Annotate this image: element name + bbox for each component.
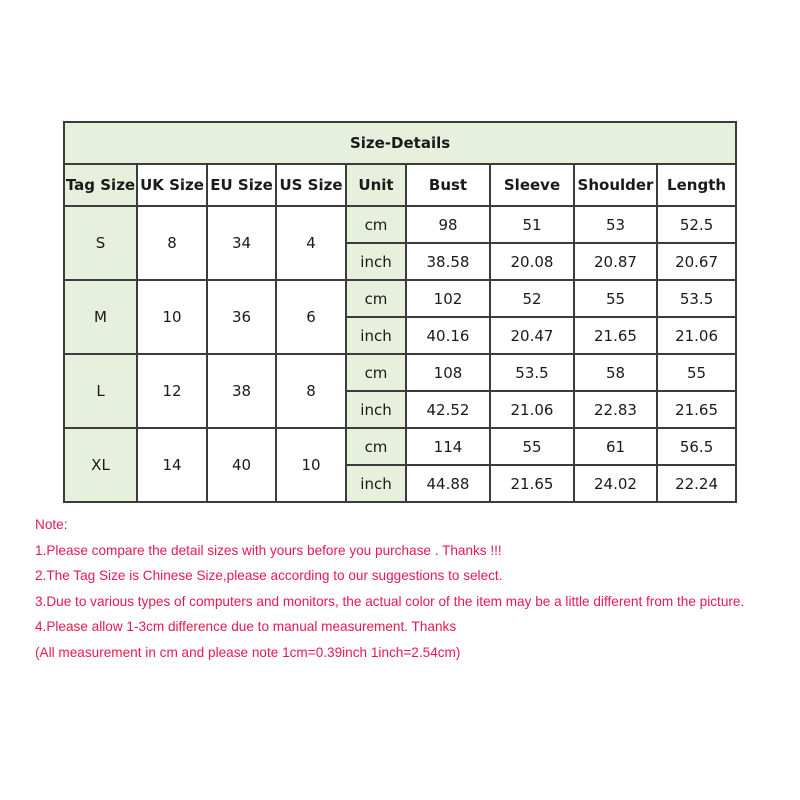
unit-cell: cm [346,280,406,317]
sleeve-cell: 20.47 [490,317,574,354]
header-eu-size: EU Size [207,164,276,206]
us-size-cell: 4 [276,206,346,280]
length-cell: 52.5 [657,206,736,243]
table-row [64,280,736,317]
unit-cell: cm [346,428,406,465]
eu-size-cell: 40 [207,428,276,502]
note-line-5: (All measurement in cm and please note 1cm=0.39inch 1inch=2.54cm) [35,644,461,660]
size-details-table [63,121,737,503]
tag-size-cell: M [64,280,137,354]
sleeve-cell: 21.65 [490,465,574,502]
shoulder-cell: 58 [574,354,657,391]
note-line-3: 3.Due to various types of computers and monitors, the actual color of the item may be a little different from the picture. [35,593,745,609]
length-cell: 56.5 [657,428,736,465]
header-bust: Bust [406,164,490,206]
us-size-cell: 6 [276,280,346,354]
note-heading: Note: [35,517,68,532]
shoulder-cell: 55 [574,280,657,317]
eu-size-cell: 38 [207,354,276,428]
bust-cell: 40.16 [406,317,490,354]
note-line-2: 2.The Tag Size is Chinese Size,please according to our suggestions to select. [35,568,503,584]
shoulder-cell: 21.65 [574,317,657,354]
bust-cell: 98 [406,206,490,243]
header-shoulder: Shoulder [574,164,657,206]
eu-size-cell: 36 [207,280,276,354]
note-line-4: 4.Please allow 1-3cm difference due to manual measurement. Thanks [35,619,457,635]
length-cell: 21.06 [657,317,736,354]
header-tag-size: Tag Size [64,164,137,206]
uk-size-cell: 10 [137,280,207,354]
sleeve-cell: 21.06 [490,391,574,428]
sleeve-cell: 20.08 [490,243,574,280]
table-row [64,206,736,243]
uk-size-cell: 8 [137,206,207,280]
us-size-cell: 8 [276,354,346,428]
header-us-size: US Size [276,164,346,206]
length-cell: 22.24 [657,465,736,502]
header-uk-size: UK Size [137,164,207,206]
unit-cell: inch [346,465,406,502]
length-cell: 21.65 [657,391,736,428]
table-title: Size-Details [64,122,736,164]
bust-cell: 102 [406,280,490,317]
us-size-cell: 10 [276,428,346,502]
bust-cell: 42.52 [406,391,490,428]
length-cell: 20.67 [657,243,736,280]
unit-cell: inch [346,317,406,354]
unit-cell: cm [346,354,406,391]
tag-size-cell: S [64,206,137,280]
sleeve-cell: 53.5 [490,354,574,391]
sleeve-cell: 52 [490,280,574,317]
bust-cell: 114 [406,428,490,465]
note-line-1: 1.Please compare the detail sizes with yours before you purchase . Thanks !!! [35,542,502,558]
header-length: Length [657,164,736,206]
table-row [64,354,736,391]
length-cell: 53.5 [657,280,736,317]
header-unit: Unit [346,164,406,206]
bust-cell: 44.88 [406,465,490,502]
uk-size-cell: 14 [137,428,207,502]
unit-cell: inch [346,391,406,428]
tag-size-cell: XL [64,428,137,502]
eu-size-cell: 34 [207,206,276,280]
tag-size-cell: L [64,354,137,428]
shoulder-cell: 61 [574,428,657,465]
size-details-table-container [63,121,735,503]
sleeve-cell: 55 [490,428,574,465]
header-sleeve: Sleeve [490,164,574,206]
sleeve-cell: 51 [490,206,574,243]
shoulder-cell: 53 [574,206,657,243]
unit-cell: inch [346,243,406,280]
shoulder-cell: 22.83 [574,391,657,428]
length-cell: 55 [657,354,736,391]
shoulder-cell: 24.02 [574,465,657,502]
notes-section [35,515,795,669]
uk-size-cell: 12 [137,354,207,428]
bust-cell: 38.58 [406,243,490,280]
shoulder-cell: 20.87 [574,243,657,280]
bust-cell: 108 [406,354,490,391]
table-row [64,428,736,465]
unit-cell: cm [346,206,406,243]
